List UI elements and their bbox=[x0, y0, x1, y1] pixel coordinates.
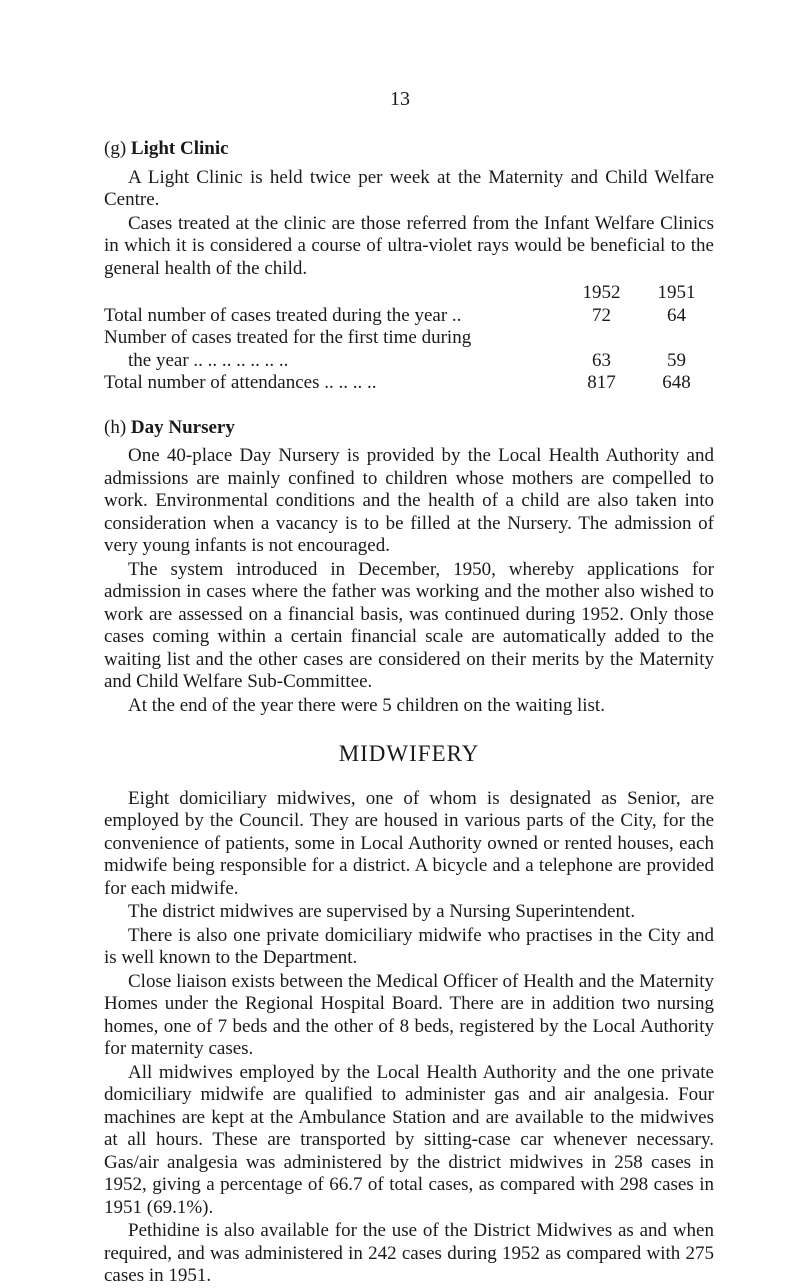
row-label: Number of cases treated for the first time during bbox=[104, 327, 472, 348]
cell-value: 648 bbox=[662, 372, 691, 393]
table-row bbox=[104, 350, 714, 373]
paragraph: Eight domiciliary midwives, one of whom is designated as Senior, are employed by the Council. They are housed in various parts of the City, for the convenience of patients, some in Local Authority owned or rented houses, each midwife being responsible for a district. A bicycle and a telephone are provided for each midwife. bbox=[104, 787, 714, 899]
section-label: (g) bbox=[104, 138, 127, 159]
light-clinic-heading bbox=[104, 138, 714, 161]
paragraph: The district midwives are supervised by a Nursing Superintendent. bbox=[128, 901, 636, 922]
row-label: the year .. .. .. .. .. .. .. bbox=[128, 349, 289, 371]
row-label: Total number of cases treated during the year .. bbox=[104, 304, 462, 326]
paragraph: Close liaison exists between the Medical Officer of Health and the Maternity Homes under the Regional Hospital Board. There are in addition two nursing homes, one of 7 beds and the other of 8 beds, registered by the Local Authority for maternity cases. bbox=[104, 970, 714, 1059]
cell-value: 817 bbox=[587, 372, 616, 393]
cell-value: 64 bbox=[667, 304, 686, 326]
paragraph: Pethidine is also available for the use of the District Midwives as and when required, and was administered in 242 cases during 1952 as compared with 275 cases in 1951. bbox=[104, 1220, 714, 1286]
page-number: 13 bbox=[390, 88, 410, 110]
section-title: Light Clinic bbox=[130, 138, 229, 159]
year-header: 1952 bbox=[582, 282, 621, 303]
paragraph: A Light Clinic is held twice per week at the Maternity and Child Welfare Centre. bbox=[104, 166, 714, 210]
table-row bbox=[104, 372, 714, 395]
paragraph: There is also one private domiciliary midwife who practises in the City and is well known to the Department. bbox=[104, 924, 714, 968]
day-nursery-heading bbox=[104, 417, 714, 440]
row-label: Total number of attendances .. .. .. .. bbox=[104, 372, 377, 393]
cell-value: 59 bbox=[667, 349, 686, 371]
paragraph: All midwives employed by the Local Health Authority and the one private domiciliary midwife are qualified to administer gas and air analgesia. Four machines are kept at the Ambulance Station and are available to the midwives at all hours. These are transported by sitting-case car whenever necessary. Gas/air analgesia was administered by the district midwives in 258 cases in 1952, giving a percentage of 66.7 of total cases, as compared with 298 cases in 1951 (69.1%). bbox=[104, 1061, 714, 1218]
midwifery-title: MIDWIFERY bbox=[338, 741, 480, 766]
section-title: Day Nursery bbox=[130, 416, 235, 438]
cell-value: 72 bbox=[592, 304, 611, 326]
table-row bbox=[104, 327, 714, 350]
paragraph: The system introduced in December, 1950, whereby applications for admission in cases where the father was working and the mother also wished to work are assessed on a financial basis, was continued during 1952. Only those cases coming within a certain financial scale are automatically added to the waiting list and the other cases are considered on their merits by the Maternity and Child Welfare Sub-Committee. bbox=[104, 558, 714, 692]
paragraph: At the end of the year there were 5 children on the waiting list. bbox=[128, 694, 605, 716]
table-header-row bbox=[104, 282, 714, 305]
year-header: 1951 bbox=[657, 282, 696, 303]
section-label: (h) bbox=[104, 416, 127, 438]
paragraph: Cases treated at the clinic are those referred from the Infant Welfare Clinics in which it is considered a course of ultra-violet rays would be beneficial to the general health of the child. bbox=[104, 212, 714, 279]
table-row bbox=[104, 305, 714, 328]
paragraph: One 40-place Day Nursery is provided by the Local Health Authority and admissions are mainly confined to children whose mothers are compelled to work. Environmental conditions and the health of a child are also taken into consideration when a vacancy is to be filled at the Nursery. The admission of very young infants is not encouraged. bbox=[104, 445, 714, 556]
cell-value: 63 bbox=[592, 349, 611, 371]
light-clinic-stats-table bbox=[104, 282, 714, 395]
page-content bbox=[104, 138, 714, 1288]
